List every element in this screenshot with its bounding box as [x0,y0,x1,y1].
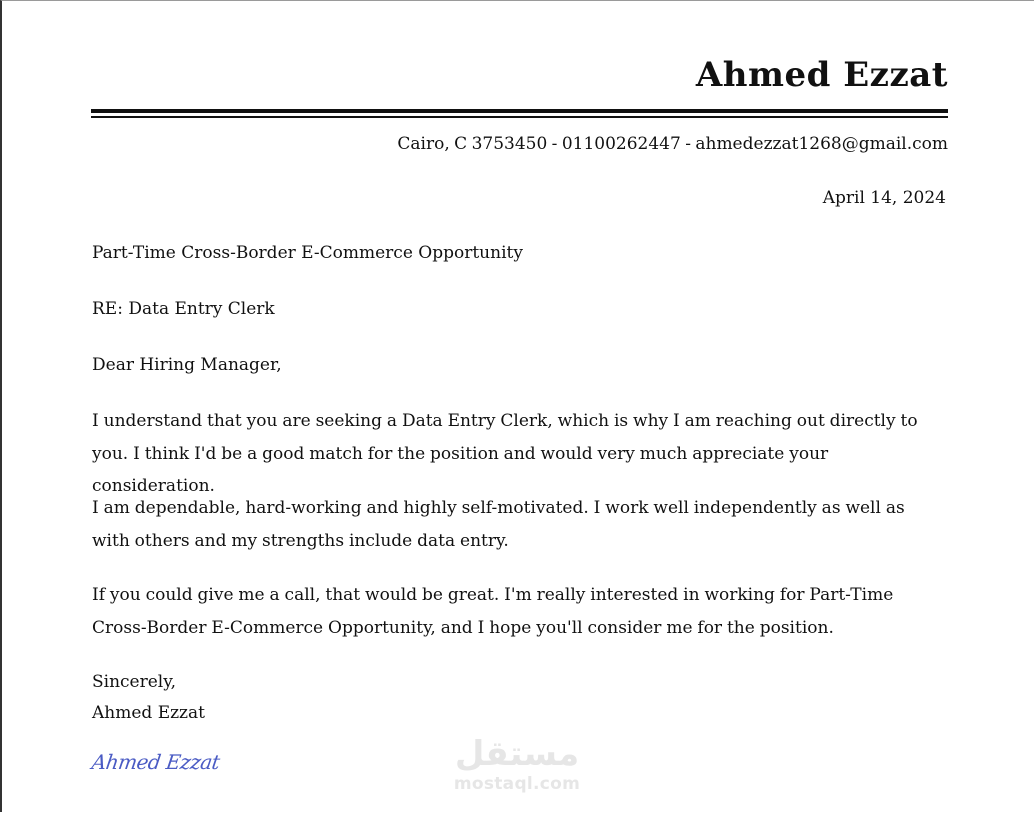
watermark-arabic-text: مستقل [454,734,580,774]
body-paragraph-3: If you could give me a call, that would be great. I'm really interested in working for Part-Time Cross-Border E-Commerce Opportunity, and I hope you'll consider me for the position. [92,585,894,638]
mostaql-watermark [452,734,582,798]
header-rule-thin [91,116,948,118]
recipient-company: Part-Time Cross-Border E-Commerce Opportunity [92,243,523,263]
letter-date: April 14, 2024 [822,188,946,208]
sender-name-heading: Ahmed Ezzat [695,55,948,95]
handwritten-signature: Ahmed Ezzat [90,750,222,774]
header-rule-thick [91,109,948,113]
salutation: Dear Hiring Manager, [92,355,282,375]
signer-name: Ahmed Ezzat [92,703,205,723]
re-line: RE: Data Entry Clerk [92,299,275,319]
closing: Sincerely, [92,672,176,692]
contact-line: Cairo, C 3753450 - 01100262447 - ahmedezzat1268@gmail.com [397,134,948,154]
body-paragraph-2: I am dependable, hard-working and highly self-motivated. I work well independently as well as with others and my strengths include data entry. [92,498,905,551]
body-paragraph-1: I understand that you are seeking a Data Entry Clerk, which is why I am reaching out directly to you. I think I'd be a good match for the position and would very much appreciate your consideration. [92,411,918,496]
watermark-latin-text: mostaql.com [453,774,581,794]
